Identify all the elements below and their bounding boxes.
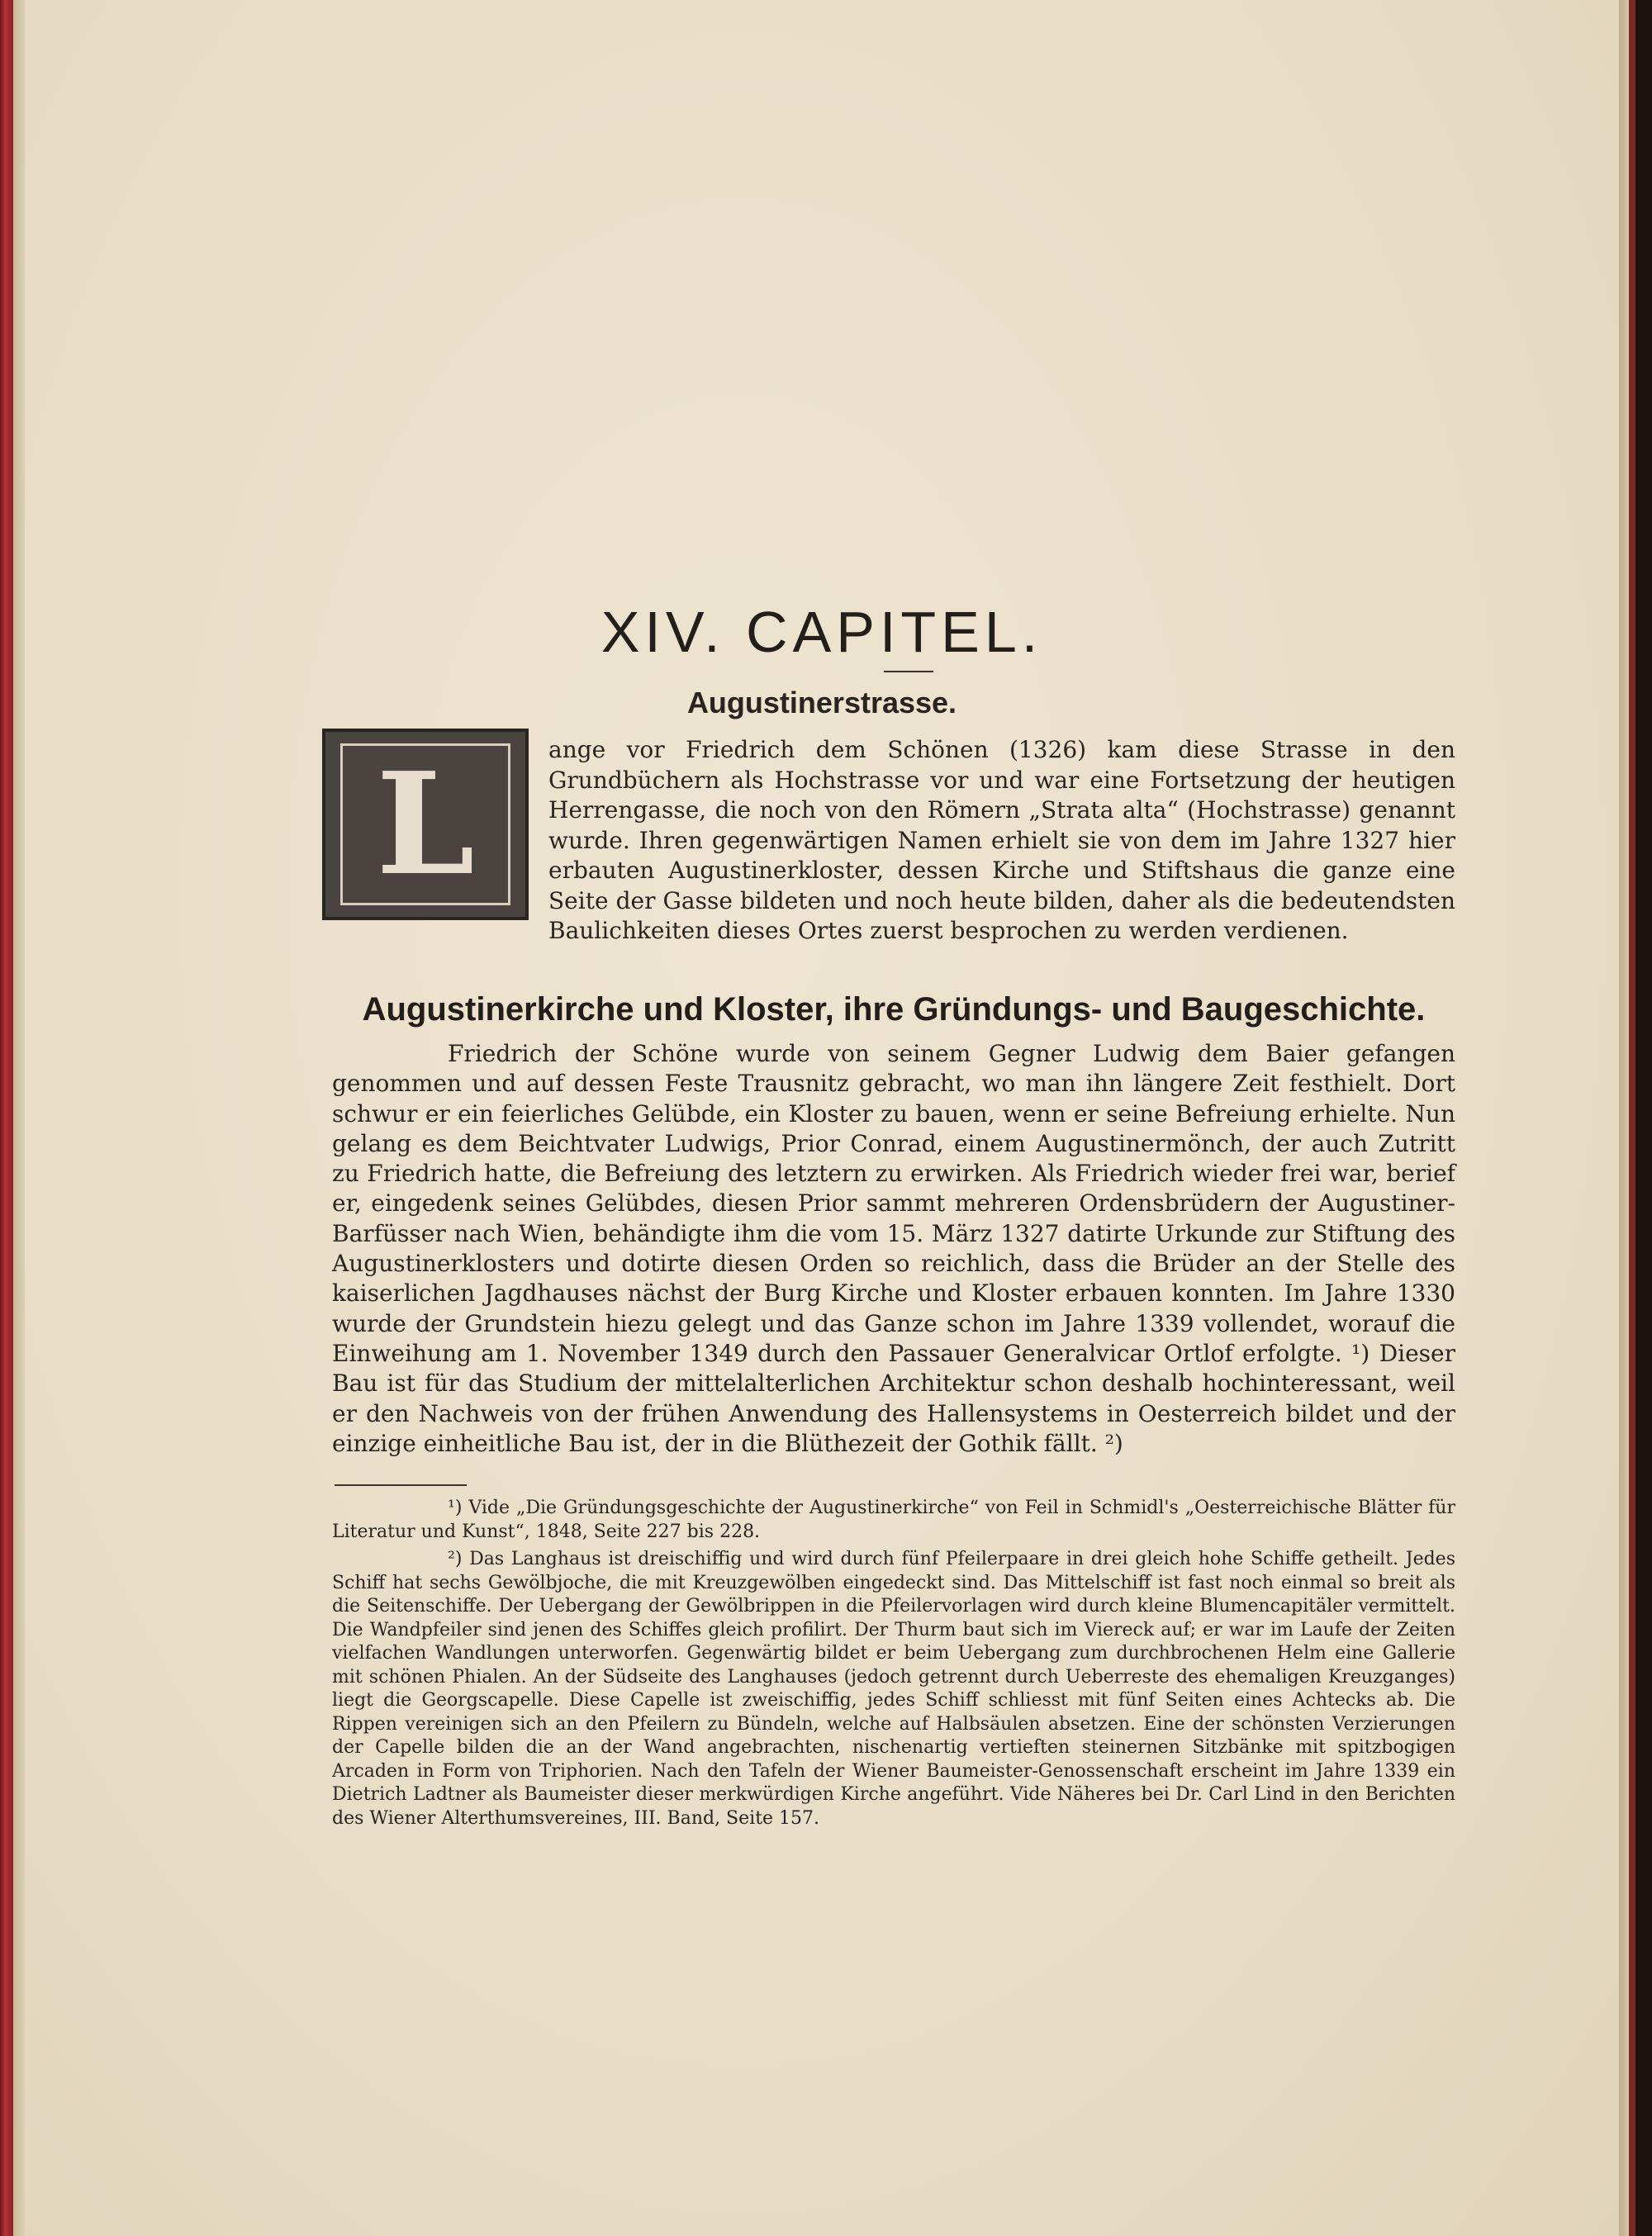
right-page-edge [1619,0,1629,2236]
red-page-edge [0,0,13,2236]
chapter-title: XIV. CAPITEL. [601,600,1043,664]
initial-letter: L [340,743,510,905]
body-paragraph: Friedrich der Schöne wurde von seinem Gegner Ludwig dem Baier gefangen genommen und auf dessen Feste Trausnitz gebracht, wo man ihn längere Zeit festhielt. Dort schwur er ein feierliches Gelübde, ein Kloster zu bauen, wenn er seine Befreiung erhielte. Nun gelang es dem Beichtvater Ludwigs, Prior Conrad, einem Augustinermönch, der auch Zutritt zu Friedrich hatte, die Befreiung des letztern zu erwirken. Als Friedrich wieder frei war, berief er, eingedenk seines Gelübdes, diesen Prior sammt mehreren Ordensbrüdern der Augustiner-Barfüsser nach Wien, behändigte ihm die vom 15. März 1327 datirte Urkunde zur Stiftung des Augustinerklosters und dotirte diesen Orden so reichlich, dass die Brüder an der Stelle des kaiserlichen Jagdhauses nächst der Burg Kirche und Kloster erbauen konnten. Im Jahre 1330 wurde der Grundstein hiezu gelegt und das Ganze schon im Jahre 1339 vollendet, worauf die Einweihung am 1. November 1349 durch den Passauer Generalvicar Ortlof erfolgte. ¹) Dieser Bau ist für das Studium der mittelalterlichen Architektur schon deshalb hochinteressant, weil er den Nachweis von der frühen Anwendung des Hallensystems in Oesterreich bildet und der einzige einheitliche Bau ist, der in die Blüthezeit der Gothik fällt. ²) [332,1040,1455,1457]
right-red-edge [1629,0,1635,2236]
section-heading: Augustinerkirche und Kloster, ihre Gründungs- und Baugeschichte. [362,991,1426,1028]
intro-paragraph: ange vor Friedrich dem Schönen (1326) kam diese Strasse in den Grundbüchern als Hochstrasse vor und war eine Fortsetzung der heutigen Herrengasse, die noch von den Römern „Strata alta“ (Hochstrasse) genannt wurde. Ihren gegenwärtigen Namen erhielt sie von dem im Jahre 1327 hier erbauten Augustinerkloster, dessen Kirche und Stiftshaus die ganze eine Seite der Gasse bildeten und noch heute bilden, daher als die bedeutendsten Baulichkeiten dieses Ortes zuerst besprochen zu werden verdienen. [548,736,1455,944]
section-subtitle: Augustinerstrasse. [686,686,957,719]
right-dark-border [1635,0,1652,2236]
footnote-1: ¹) Vide „Die Gründungsgeschichte der Augustinerkirche“ von Feil in Schmidl's „Oesterreichische Blätter für Literatur und Kunst“, 1848, Seite 227 bis 228. [332,1498,1455,1542]
title-rule [884,671,933,672]
page-edge-strip [13,0,25,2236]
book-page [25,0,1619,2236]
footnote-2: ²) Das Langhaus ist dreischiffig und wird durch fünf Pfeilerpaare in drei gleich hohe Schiffe getheilt. Jedes Schiff hat sechs Gewölbjoche, die mit Kreuzgewölben eingedeckt sind. Das Mittelschiff ist fast noch einmal so breit als die Seitenschiffe. Der Uebergang der Gewölbrippen in die Pfeilervorlagen wird durch kleine Blumencapitäler vermittelt. Die Wandpfeiler sind jenen des Schiffes gleich profilirt. Der Thurm baut sich im Viereck auf; er war im Laufe der Zeiten vielfachen Wandlungen unterworfen. Gegenwärtig bildet er beim Uebergang zum durchbrochenen Helm eine Gallerie mit schönen Phialen. An der Südseite des Langhauses (jedoch getrennt durch Ueberreste des ehemaligen Kreuzganges) liegt die Georgscapelle. Diese Capelle ist zweischiffig, jedes Schiff schliesst mit fünf Seiten eines Achtecks ab. Die Rippen vereinigen sich an den Pfeilern zu Bündeln, welche auf Halbsäulen absetzen. Eine der schönsten Verzierungen der Capelle bilden die an der Wand angebrachten, nischenartig vertieften steinernen Sitzbänke mit spitzbogigen Arcaden in Form von Triphorien. Nach den Tafeln der Wiener Baumeister-Genossenschaft erscheint im Jahre 1339 ein Dietrich Ladtner als Baumeister dieser merkwürdigen Kirche angeführt. Vide Näheres bei Dr. Carl Lind in den Berichten des Wiener Alterthumsvereines, III. Band, Seite 157. [332,1549,1455,1829]
footnote-rule [335,1484,467,1486]
